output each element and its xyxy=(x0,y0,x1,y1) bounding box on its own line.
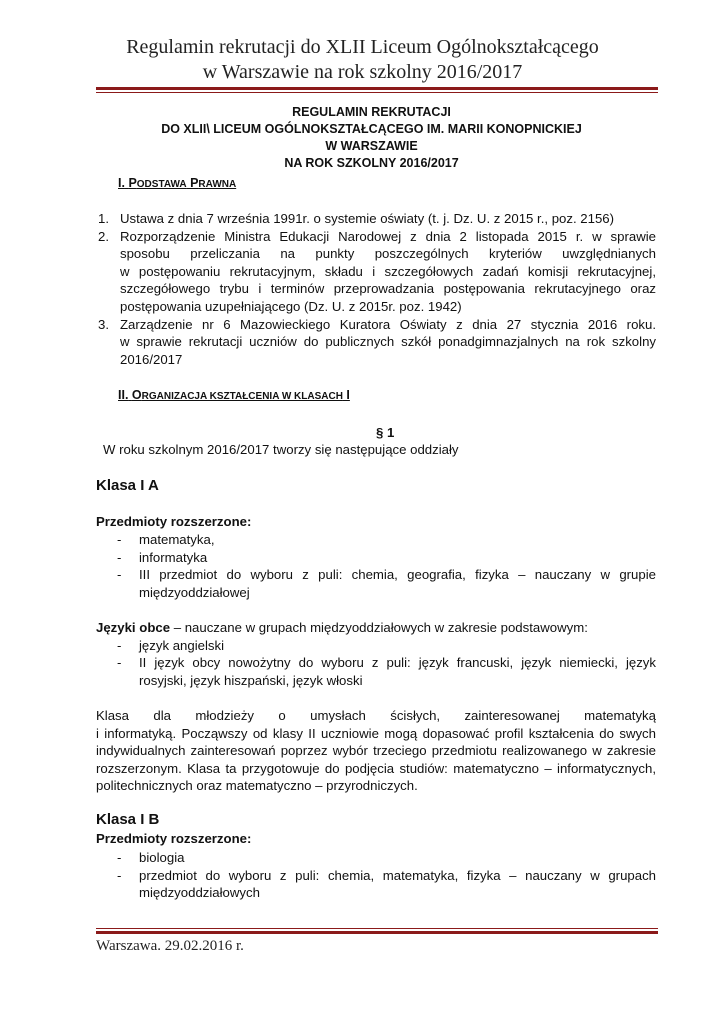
list-item-line: Zarządzenie nr 6 Mazowieckiego Kuratora Oświaty z dnia 27 stycznia 2016 roku. xyxy=(120,317,656,332)
klasa-a-description-line: i informatyką. Począwszy od klasy II uczniowie mogą dopasować profil kształcenia do swych xyxy=(96,726,656,741)
list-marker: - xyxy=(117,550,122,565)
list-item-line: rosyjski, język hiszpański, język włoski xyxy=(139,673,363,688)
list-item: matematyka, xyxy=(139,532,215,547)
section-2-heading: II. ORGANIZACJA KSZTAŁCENIA W KLASACH I xyxy=(118,388,350,402)
header-rule-thick xyxy=(96,87,658,90)
footer-rule-thick xyxy=(96,931,658,934)
footer-rule-thin xyxy=(96,928,658,929)
title-line-2: DO XLII\ LICEUM OGÓLNOKSZTAŁCĄCEGO IM. MARII KONOPNICKIEJ xyxy=(161,122,582,136)
klasa-a-description-line: rozszerzonym. Klasa ta przygotowuje do podjęcia studiów: matematyczno – informatycznych, xyxy=(96,761,656,776)
section-1-heading: I. PODSTAWA PRAWNA xyxy=(118,176,237,190)
klasa-a-description-line: politechnicznych oraz matematyczno – przyrodniczych. xyxy=(96,778,418,793)
list-item: biologia xyxy=(139,850,185,865)
list-item-line: przedmiot do wyboru z puli: chemia, matematyka, fizyka – nauczany w grupach xyxy=(139,868,656,883)
title-line-1: REGULAMIN REKRUTACJI xyxy=(292,105,451,119)
klasa-a-heading: Klasa I A xyxy=(96,477,159,494)
intro-text: W roku szkolnym 2016/2017 tworzy się następujące oddziały xyxy=(103,442,459,457)
header-line-2: w Warszawie na rok szkolny 2016/2017 xyxy=(202,61,523,83)
list-item-line: w postępowaniu rekrutacyjnym, składu i szczegółowych zadań komisji rekrutacyjnej, xyxy=(120,264,656,279)
footer-date: Warszawa. 29.02.2016 r. xyxy=(96,938,244,954)
list-number: 1. xyxy=(98,211,109,226)
list-item-line: II język obcy nowożytny do wyboru z puli: język francuski, język niemiecki, język xyxy=(139,655,656,670)
title-line-3: W WARSZAWIE xyxy=(325,139,418,153)
list-marker: - xyxy=(117,850,122,865)
list-marker: - xyxy=(117,638,122,653)
list-item-line: w sprawie rekrutacji uczniów do publicznych szkół ponadgimnazjalnych na rok szkolny xyxy=(120,334,656,349)
list-item-line: sposobu przeliczania na punkty poszczególnych kryteriów uwzględnianych xyxy=(120,246,656,261)
klasa-a-description-line: indywidualnych zainteresowań poprzez wybór trzeciego przedmiotu realizowanego w zakresie xyxy=(96,743,656,758)
list-item-line: postępowania uzupełniającego (Dz. U. z 2015r. poz. 1942) xyxy=(120,299,462,314)
klasa-b-heading: Klasa I B xyxy=(96,811,160,828)
list-item: informatyka xyxy=(139,550,208,565)
title-line-4: NA ROK SZKOLNY 2016/2017 xyxy=(284,156,459,170)
list-item-line: międzyoddziałowej xyxy=(139,585,250,600)
list-item-line: Rozporządzenie Ministra Edukacji Narodowej z dnia 2 listopada 2015 r. w sprawie xyxy=(120,229,656,244)
paragraph-sign: § 1 xyxy=(376,425,395,440)
list-marker: - xyxy=(117,532,122,547)
klasa-a-description-line: Klasa dla młodzieży o umysłach ścisłych, zainteresowanej matematyką xyxy=(96,708,656,723)
list-marker: - xyxy=(117,567,122,582)
list-item: język angielski xyxy=(139,638,225,653)
header-rule-thin xyxy=(96,92,658,93)
list-number: 2. xyxy=(98,229,109,244)
list-item-line: III przedmiot do wyboru z puli: chemia, geografia, fizyka – nauczany w grupie xyxy=(139,567,656,582)
klasa-a-subjects-label: Przedmioty rozszerzone: xyxy=(96,514,252,529)
header-line-1: Regulamin rekrutacji do XLII Liceum Ogólnokształcącego xyxy=(126,36,599,58)
klasa-a-languages-label: Języki obce – nauczane w grupach międzyoddziałowych w zakresie podstawowym: xyxy=(96,620,588,635)
list-number: 3. xyxy=(98,317,109,332)
list-item-line: szczegółowego trybu i terminów przeprowadzania postępowania rekrutacyjnego oraz xyxy=(120,281,656,296)
list-item-line: międzyoddziałowych xyxy=(139,885,260,900)
list-item-line: 2016/2017 xyxy=(120,352,183,367)
list-marker: - xyxy=(117,868,122,883)
list-marker: - xyxy=(117,655,122,670)
list-item: Ustawa z dnia 7 września 1991r. o systemie oświaty (t. j. Dz. U. z 2015 r., poz. 2156) xyxy=(120,211,615,226)
klasa-b-subjects-label: Przedmioty rozszerzone: xyxy=(96,831,252,846)
